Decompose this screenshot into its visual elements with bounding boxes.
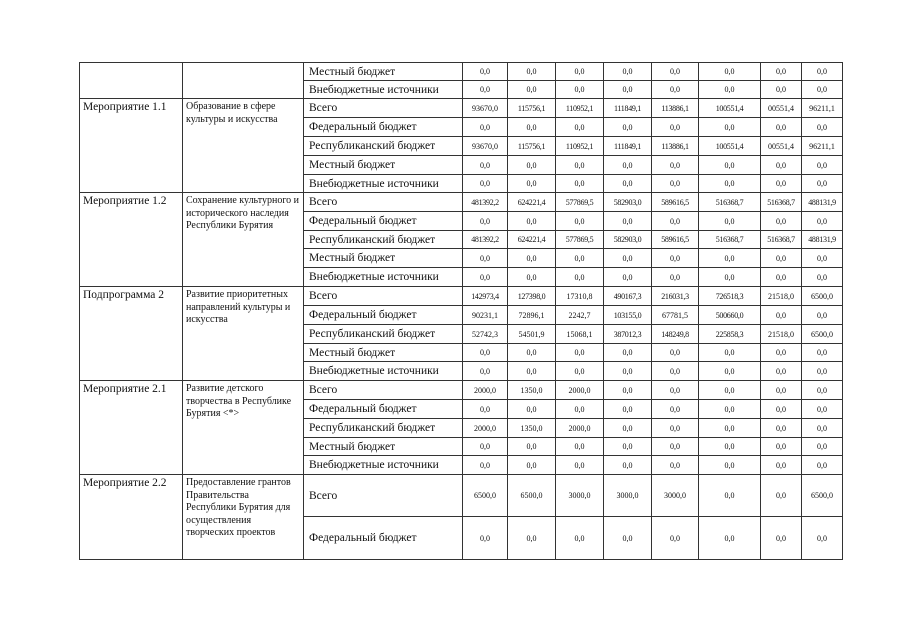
amount-cell: 100551,4 [699, 99, 761, 118]
funding-source-cell: Всего [304, 99, 463, 118]
amount-cell: 0,0 [802, 400, 843, 419]
amount-cell: 0,0 [604, 438, 652, 456]
amount-cell: 516368,7 [699, 231, 761, 249]
amount-cell: 0,0 [556, 400, 604, 419]
amount-cell: 387012,3 [604, 325, 652, 344]
amount-cell: 1350,0 [508, 419, 556, 438]
amount-cell: 6500,0 [463, 475, 508, 517]
program-description-cell: Сохранение культурного и исторического наследия Республики Бурятия [183, 193, 304, 287]
amount-cell: 582903,0 [604, 231, 652, 249]
amount-cell: 72896,1 [508, 306, 556, 325]
amount-cell: 0,0 [802, 249, 843, 268]
amount-cell: 6500,0 [802, 325, 843, 344]
amount-cell: 0,0 [652, 400, 699, 419]
amount-cell: 0,0 [556, 344, 604, 362]
amount-cell: 0,0 [802, 175, 843, 193]
amount-cell: 0,0 [699, 517, 761, 560]
amount-cell: 582903,0 [604, 193, 652, 212]
program-name-cell: Мероприятие 2.1 [80, 381, 183, 475]
amount-cell: 726518,3 [699, 287, 761, 306]
amount-cell: 0,0 [508, 456, 556, 475]
funding-source-cell: Всего [304, 193, 463, 212]
table-row [80, 287, 843, 306]
amount-cell: 0,0 [761, 438, 802, 456]
amount-cell: 0,0 [652, 344, 699, 362]
funding-source-cell: Республиканский бюджет [304, 325, 463, 344]
table-row [80, 381, 843, 400]
amount-cell: 0,0 [699, 475, 761, 517]
amount-cell: 0,0 [699, 344, 761, 362]
amount-cell: 0,0 [463, 249, 508, 268]
amount-cell: 3000,0 [604, 475, 652, 517]
amount-cell: 2000,0 [556, 419, 604, 438]
amount-cell: 17310,8 [556, 287, 604, 306]
amount-cell: 0,0 [508, 438, 556, 456]
amount-cell: 0,0 [508, 344, 556, 362]
funding-source-cell: Федеральный бюджет [304, 118, 463, 137]
amount-cell: 0,0 [802, 306, 843, 325]
funding-source-cell: Местный бюджет [304, 344, 463, 362]
amount-cell: 0,0 [652, 175, 699, 193]
amount-cell: 0,0 [699, 400, 761, 419]
amount-cell: 6500,0 [508, 475, 556, 517]
amount-cell: 589616,5 [652, 193, 699, 212]
funding-source-cell: Республиканский бюджет [304, 231, 463, 249]
amount-cell: 110952,1 [556, 137, 604, 156]
amount-cell: 0,0 [652, 438, 699, 456]
amount-cell: 0,0 [508, 249, 556, 268]
amount-cell: 0,0 [652, 156, 699, 175]
program-name-cell: Мероприятие 2.2 [80, 475, 183, 560]
amount-cell: 0,0 [463, 212, 508, 231]
amount-cell: 0,0 [556, 156, 604, 175]
amount-cell: 3000,0 [556, 475, 604, 517]
amount-cell: 0,0 [802, 81, 843, 99]
amount-cell: 0,0 [508, 156, 556, 175]
amount-cell: 93670,0 [463, 99, 508, 118]
amount-cell: 21518,0 [761, 325, 802, 344]
amount-cell: 0,0 [699, 362, 761, 381]
amount-cell: 0,0 [652, 268, 699, 287]
amount-cell: 111849,1 [604, 137, 652, 156]
amount-cell: 0,0 [463, 63, 508, 81]
amount-cell: 0,0 [802, 517, 843, 560]
amount-cell: 00551,4 [761, 99, 802, 118]
amount-cell: 0,0 [802, 212, 843, 231]
amount-cell: 490167,3 [604, 287, 652, 306]
amount-cell: 0,0 [604, 118, 652, 137]
amount-cell: 2000,0 [463, 381, 508, 400]
amount-cell: 216031,3 [652, 287, 699, 306]
amount-cell: 0,0 [761, 344, 802, 362]
amount-cell: 0,0 [508, 63, 556, 81]
amount-cell: 6500,0 [802, 287, 843, 306]
amount-cell: 100551,4 [699, 137, 761, 156]
amount-cell: 0,0 [463, 456, 508, 475]
program-description-cell: Предоставление грантов Правительства Республики Бурятия для осуществления творческих проектов [183, 475, 304, 560]
amount-cell: 488131,9 [802, 193, 843, 212]
amount-cell: 589616,5 [652, 231, 699, 249]
amount-cell: 0,0 [802, 419, 843, 438]
funding-source-cell: Местный бюджет [304, 438, 463, 456]
amount-cell: 0,0 [699, 419, 761, 438]
amount-cell: 0,0 [463, 400, 508, 419]
amount-cell: 0,0 [652, 63, 699, 81]
amount-cell: 0,0 [463, 517, 508, 560]
amount-cell: 481392,2 [463, 193, 508, 212]
funding-source-cell: Внебюджетные источники [304, 175, 463, 193]
program-name-cell [80, 63, 183, 99]
amount-cell: 0,0 [604, 400, 652, 419]
amount-cell: 2000,0 [463, 419, 508, 438]
amount-cell: 0,0 [556, 63, 604, 81]
amount-cell: 500660,0 [699, 306, 761, 325]
amount-cell: 0,0 [556, 175, 604, 193]
amount-cell: 0,0 [508, 362, 556, 381]
program-description-cell [183, 63, 304, 99]
amount-cell: 0,0 [699, 63, 761, 81]
amount-cell: 577869,5 [556, 193, 604, 212]
program-description-cell: Образование в сфере культуры и искусства [183, 99, 304, 193]
amount-cell: 127398,0 [508, 287, 556, 306]
amount-cell: 0,0 [761, 400, 802, 419]
amount-cell: 0,0 [556, 456, 604, 475]
funding-source-cell: Внебюджетные источники [304, 362, 463, 381]
amount-cell: 0,0 [463, 175, 508, 193]
amount-cell: 0,0 [604, 517, 652, 560]
amount-cell: 0,0 [604, 419, 652, 438]
amount-cell: 0,0 [556, 438, 604, 456]
amount-cell: 0,0 [802, 362, 843, 381]
amount-cell: 0,0 [556, 517, 604, 560]
amount-cell: 0,0 [761, 475, 802, 517]
amount-cell: 0,0 [761, 63, 802, 81]
amount-cell: 67781,5 [652, 306, 699, 325]
amount-cell: 103155,0 [604, 306, 652, 325]
amount-cell: 0,0 [508, 118, 556, 137]
amount-cell: 0,0 [508, 175, 556, 193]
amount-cell: 0,0 [652, 212, 699, 231]
amount-cell: 54501,9 [508, 325, 556, 344]
amount-cell: 0,0 [604, 63, 652, 81]
funding-source-cell: Федеральный бюджет [304, 517, 463, 560]
amount-cell: 0,0 [604, 362, 652, 381]
amount-cell: 0,0 [652, 456, 699, 475]
amount-cell: 0,0 [652, 419, 699, 438]
amount-cell: 0,0 [463, 81, 508, 99]
amount-cell: 0,0 [802, 156, 843, 175]
amount-cell: 2000,0 [556, 381, 604, 400]
amount-cell: 0,0 [761, 118, 802, 137]
amount-cell: 0,0 [604, 156, 652, 175]
amount-cell: 0,0 [761, 212, 802, 231]
amount-cell: 0,0 [761, 81, 802, 99]
amount-cell: 00551,4 [761, 137, 802, 156]
amount-cell: 225858,3 [699, 325, 761, 344]
amount-cell: 0,0 [761, 306, 802, 325]
amount-cell: 0,0 [604, 381, 652, 400]
amount-cell: 2242,7 [556, 306, 604, 325]
amount-cell: 0,0 [652, 81, 699, 99]
amount-cell: 0,0 [761, 249, 802, 268]
amount-cell: 516368,7 [699, 193, 761, 212]
amount-cell: 0,0 [761, 419, 802, 438]
amount-cell: 142973,4 [463, 287, 508, 306]
amount-cell: 0,0 [802, 381, 843, 400]
funding-source-cell: Федеральный бюджет [304, 212, 463, 231]
amount-cell: 0,0 [508, 268, 556, 287]
amount-cell: 0,0 [699, 175, 761, 193]
amount-cell: 0,0 [508, 212, 556, 231]
amount-cell: 52742,3 [463, 325, 508, 344]
table-row [80, 63, 843, 81]
funding-source-cell: Всего [304, 287, 463, 306]
amount-cell: 0,0 [556, 81, 604, 99]
amount-cell: 0,0 [652, 517, 699, 560]
funding-source-cell: Республиканский бюджет [304, 137, 463, 156]
amount-cell: 0,0 [463, 156, 508, 175]
amount-cell: 0,0 [652, 118, 699, 137]
program-description-cell: Развитие приоритетных направлений культуры и искусства [183, 287, 304, 381]
amount-cell: 110952,1 [556, 99, 604, 118]
funding-source-cell: Внебюджетные источники [304, 81, 463, 99]
amount-cell: 0,0 [463, 268, 508, 287]
amount-cell: 488131,9 [802, 231, 843, 249]
table-row [80, 193, 843, 212]
amount-cell: 0,0 [761, 362, 802, 381]
amount-cell: 624221,4 [508, 193, 556, 212]
funding-source-cell: Федеральный бюджет [304, 400, 463, 419]
amount-cell: 0,0 [699, 456, 761, 475]
amount-cell: 96211,1 [802, 99, 843, 118]
amount-cell: 21518,0 [761, 287, 802, 306]
program-name-cell: Подпрограмма 2 [80, 287, 183, 381]
amount-cell: 0,0 [699, 249, 761, 268]
amount-cell: 0,0 [761, 517, 802, 560]
amount-cell: 0,0 [463, 438, 508, 456]
amount-cell: 0,0 [604, 175, 652, 193]
amount-cell: 0,0 [508, 517, 556, 560]
amount-cell: 90231,1 [463, 306, 508, 325]
table-row [80, 475, 843, 517]
amount-cell: 0,0 [604, 456, 652, 475]
amount-cell: 0,0 [699, 81, 761, 99]
amount-cell: 0,0 [761, 268, 802, 287]
amount-cell: 0,0 [604, 268, 652, 287]
funding-source-cell: Внебюджетные источники [304, 456, 463, 475]
amount-cell: 3000,0 [652, 475, 699, 517]
amount-cell: 0,0 [556, 118, 604, 137]
amount-cell: 0,0 [463, 118, 508, 137]
amount-cell: 0,0 [699, 156, 761, 175]
amount-cell: 115756,1 [508, 137, 556, 156]
program-name-cell: Мероприятие 1.2 [80, 193, 183, 287]
amount-cell: 0,0 [802, 344, 843, 362]
amount-cell: 6500,0 [802, 475, 843, 517]
amount-cell: 1350,0 [508, 381, 556, 400]
amount-cell: 111849,1 [604, 99, 652, 118]
amount-cell: 0,0 [556, 212, 604, 231]
amount-cell: 115756,1 [508, 99, 556, 118]
funding-source-cell: Всего [304, 381, 463, 400]
amount-cell: 0,0 [463, 344, 508, 362]
amount-cell: 148249,8 [652, 325, 699, 344]
amount-cell: 0,0 [604, 249, 652, 268]
amount-cell: 0,0 [699, 212, 761, 231]
amount-cell: 113886,1 [652, 137, 699, 156]
table-row [80, 99, 843, 118]
amount-cell: 15068,1 [556, 325, 604, 344]
amount-cell: 516368,7 [761, 231, 802, 249]
amount-cell: 0,0 [463, 362, 508, 381]
amount-cell: 577869,5 [556, 231, 604, 249]
amount-cell: 0,0 [699, 438, 761, 456]
amount-cell: 0,0 [699, 118, 761, 137]
funding-source-cell: Местный бюджет [304, 156, 463, 175]
amount-cell: 0,0 [802, 268, 843, 287]
amount-cell: 0,0 [604, 81, 652, 99]
amount-cell: 0,0 [761, 156, 802, 175]
amount-cell: 0,0 [556, 268, 604, 287]
amount-cell: 516368,7 [761, 193, 802, 212]
amount-cell: 0,0 [508, 81, 556, 99]
amount-cell: 0,0 [652, 249, 699, 268]
amount-cell: 0,0 [556, 362, 604, 381]
amount-cell: 113886,1 [652, 99, 699, 118]
amount-cell: 0,0 [652, 381, 699, 400]
amount-cell: 0,0 [604, 344, 652, 362]
amount-cell: 0,0 [699, 268, 761, 287]
amount-cell: 96211,1 [802, 137, 843, 156]
funding-source-cell: Федеральный бюджет [304, 306, 463, 325]
amount-cell: 0,0 [508, 400, 556, 419]
amount-cell: 0,0 [802, 438, 843, 456]
amount-cell: 0,0 [761, 381, 802, 400]
amount-cell: 93670,0 [463, 137, 508, 156]
amount-cell: 0,0 [802, 456, 843, 475]
program-name-cell: Мероприятие 1.1 [80, 99, 183, 193]
amount-cell: 0,0 [699, 381, 761, 400]
amount-cell: 0,0 [802, 118, 843, 137]
funding-source-cell: Внебюджетные источники [304, 268, 463, 287]
funding-source-cell: Всего [304, 475, 463, 517]
amount-cell: 481392,2 [463, 231, 508, 249]
funding-source-cell: Местный бюджет [304, 63, 463, 81]
funding-source-cell: Местный бюджет [304, 249, 463, 268]
amount-cell: 0,0 [802, 63, 843, 81]
amount-cell: 0,0 [652, 362, 699, 381]
amount-cell: 0,0 [761, 456, 802, 475]
funding-source-cell: Республиканский бюджет [304, 419, 463, 438]
amount-cell: 0,0 [761, 175, 802, 193]
amount-cell: 0,0 [604, 212, 652, 231]
program-description-cell: Развитие детского творчества в Республике Бурятия <*> [183, 381, 304, 475]
amount-cell: 624221,4 [508, 231, 556, 249]
amount-cell: 0,0 [556, 249, 604, 268]
budget-table [79, 62, 843, 560]
